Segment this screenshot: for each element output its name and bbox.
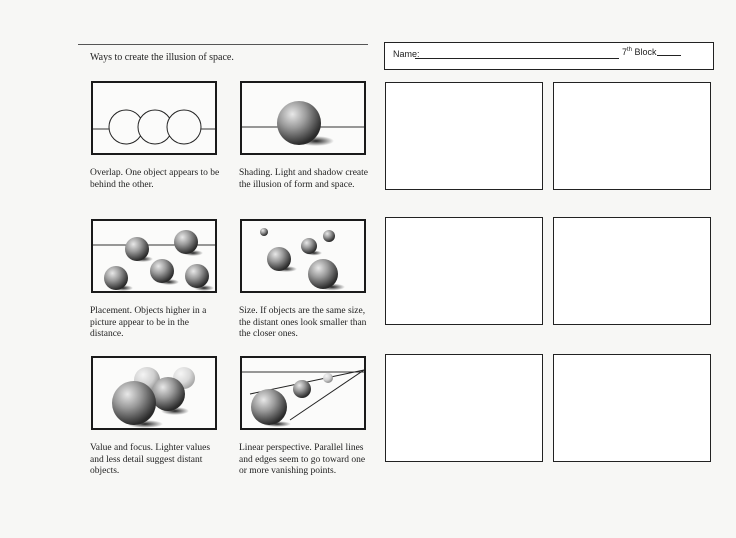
block-label [622, 47, 681, 57]
block-word: Block [632, 47, 657, 57]
size-illustration [240, 219, 366, 293]
block-superscript: th [627, 47, 633, 53]
drawing-frame-5[interactable] [385, 354, 543, 462]
block-field-line[interactable] [657, 55, 681, 56]
linear-perspective-caption: Linear perspective. Parallel lines and edges seem to go toward one or more vanishing points. [239, 443, 366, 476]
size-caption: Size. If objects are the same size, the distant ones look smaller than the closer ones. [239, 306, 367, 339]
drawing-frame-2[interactable] [553, 82, 711, 190]
name-block-box [384, 42, 714, 70]
placement-illustration [91, 219, 217, 293]
value-focus-illustration [91, 356, 217, 430]
overlap-caption: Overlap. One object appears to be behind the other. [90, 168, 220, 190]
worksheet-heading: Ways to create the illusion of space. [90, 52, 234, 63]
shading-illustration [240, 81, 366, 155]
placement-caption: Placement. Objects higher in a picture appear to be in the distance. [90, 306, 207, 339]
top-rule [78, 44, 368, 45]
block-number: 7 [622, 47, 628, 57]
drawing-frame-4[interactable] [553, 217, 711, 325]
drawing-frame-1[interactable] [385, 82, 543, 190]
shading-caption: Shading. Light and shadow create the illusion of form and space. [239, 168, 369, 190]
overlap-illustration [91, 81, 217, 155]
drawing-frame-6[interactable] [553, 354, 711, 462]
name-field-line[interactable] [415, 58, 619, 59]
value-focus-caption: Value and focus. Lighter values and less detail suggest distant objects. [90, 443, 211, 476]
linear-perspective-illustration [240, 356, 366, 430]
name-label: Name: [393, 49, 420, 59]
drawing-frame-3[interactable] [385, 217, 543, 325]
